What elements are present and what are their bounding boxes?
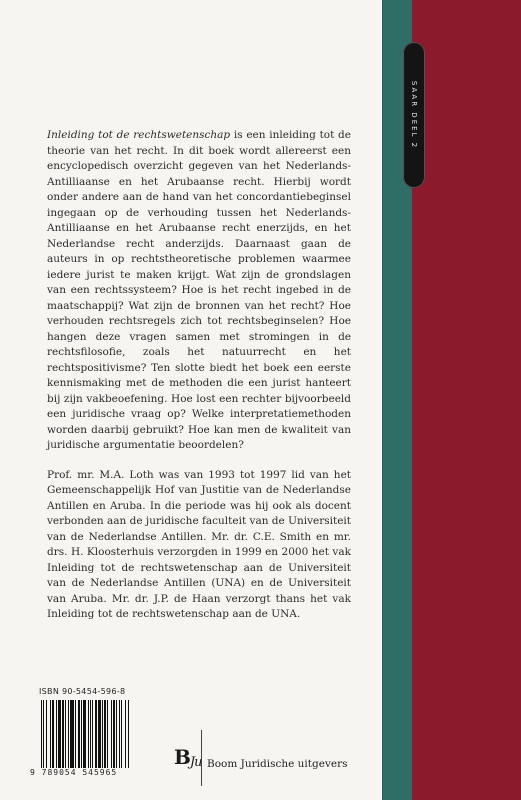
barcode-digits: 9 789054 545965 [30,768,118,777]
publisher-divider [201,730,202,786]
isbn-label: ISBN 90-5454-596-8 [39,687,126,696]
spine-label-text: SAAR DEEL 2 [410,80,418,150]
description-text [47,128,351,637]
barcode-icon [39,700,160,768]
publisher-logo [174,745,202,770]
red-band [412,0,521,800]
logo-main: B [174,745,190,769]
spine-label [403,42,425,188]
paragraph-1-text: is een inleiding tot de theorie van het recht. In dit boek wordt allereerst een encyclopedisch overzicht gegeven van het Nederlands-Antilliaanse en het Arubaanse recht. Hierbij wordt onder andere aan de hand van het concordantiebeginsel ingegaan op de verhouding tussen het Nederlands-Antilliaanse en het Arubaanse recht enerzijds, en het Nederlandse recht anderzijds. Daarnaast gaan de auteurs in op rechtstheoretische problemen waarmee iedere jurist te maken krijgt. Wat zijn de grondslagen van een rechtssysteem? Hoe is het recht ingebed in de maatschappij? Wat zijn de bronnen van het recht? Hoe verhouden rechtsregels zich tot rechtsbeginselen? Hoe hangen deze vragen samen met stromingen in de rechtsfilosofie, zoals het natuurrecht en het rechtspositivisme? Ten slotte biedt het boek een eerste kennismaking met de methoden die een jurist hanteert bij zijn vakbeoefening. Hoe lost een rechter bijvoorbeeld een juridische vraag op? Welke interpretatiemethoden worden daarbij gebruikt? Hoe kan men de kwaliteit van juridische argumentatie beoordelen? [47,129,351,451]
logo-sub: Ju [189,755,202,770]
description-paragraph-1 [47,128,351,454]
book-title: Inleiding tot de rechtswetenschap [47,129,231,141]
author-paragraph: Prof. mr. M.A. Loth was van 1993 tot 1997 lid van het Gemeenschappelijk Hof van Justitie van de Nederlandse Antillen en Aruba. In die periode was hij ook als docent verbonden aan de juridische faculteit van de Universiteit van de Nederlandse Antillen. Mr. dr. C.E. Smith en mr. drs. H. Kloosterhuis verzorgden in 1999 en 2000 het vak Inleiding tot de rechtswetenschap aan de Universiteit van de Nederlandse Antillen (UNA) en de Universiteit van Aruba. Mr. dr. J.P. de Haan verzorgt thans het vak Inleiding tot de rechtswetenschap aan de UNA. [47,468,351,620]
publisher-name: Boom Juridische uitgevers [207,758,348,770]
